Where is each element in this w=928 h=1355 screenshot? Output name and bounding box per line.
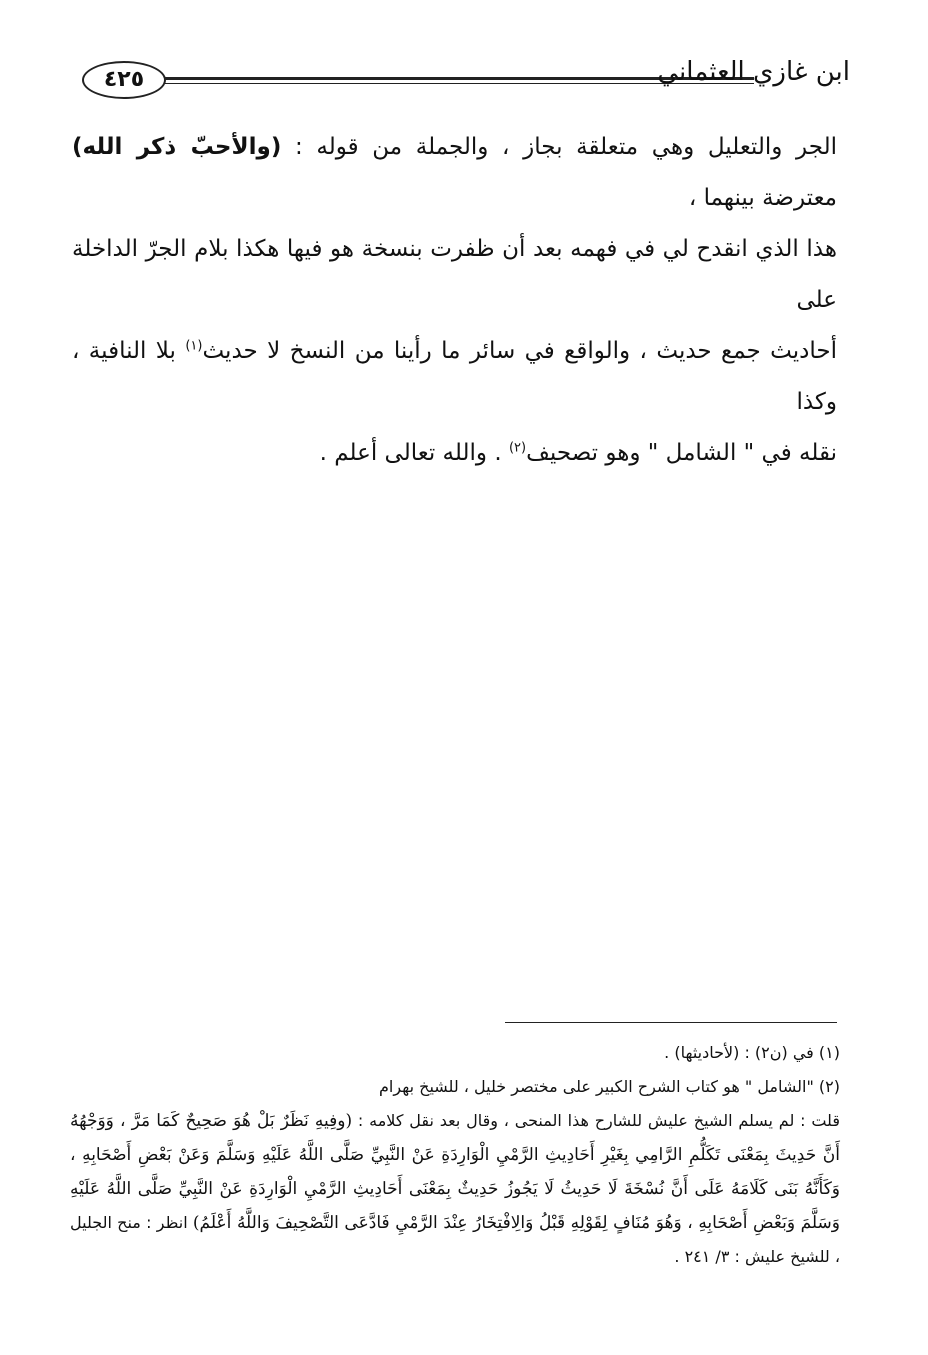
footnote-quote: (وفِيهِ نَظَرٌ بَلْ هُوَ صَحِيحٌ كَمَا مَرَّ ، وَوَجْهُهُ أَنَّ حَدِيثَ بِمَعْنَى تَكَلُّمِ الرَّامِي بِغَيْرِ أَحَادِيثِ الرَّمْيِ الْوَارِدَةِ عَنْ النَّبِيِّ صَلَّى اللَّهُ عَلَيْهِ وَسَلَّمَ وَعَنْ بَعْضِ أَصْحَابِهِ ، وَكَأَنَّهُ بَنَى كَلَامَهُ عَلَى أَنَّ نُسْخَةَ لَا حَدِيثُ لَا يَجُوزُ حَدِيثٌ بِمَعْنَى أَحَادِيثِ الرَّمْيِ الْوَارِدَةِ عَنْ النَّبِيِّ صَلَّى اللَّهُ عَلَيْهِ وَسَلَّمَ وَبَعْضِ أَصْحَابِهِ ، وَهُوَ مُنَافٍ لِقَوْلِهِ قَبْلُ وَالِافْتِخَارُ عِنْدَ الرَّمْيِ فَادَّعَى التَّصْحِيفَ وَاللَّهُ أَعْلَمُ) xyxy=(70,1111,841,1233)
text-line xyxy=(72,326,837,428)
footnote-intro: قلت : لم يسلم الشيخ عليش للشارح هذا المنحى ، وقال بعد نقل كلامه : xyxy=(352,1111,840,1130)
footnote-separator xyxy=(505,1022,837,1023)
text-span: نقله في " الشامل " وهو تصحيف xyxy=(526,440,837,466)
page-header xyxy=(80,55,850,105)
running-title: ابن غازي العثماني xyxy=(657,57,850,87)
footnote-2-heading: (٢) "الشامل " هو كتاب الشرح الكبير على مختصر خليل ، للشيخ بهرام xyxy=(379,1077,840,1096)
footnote-2-body xyxy=(70,1104,840,1274)
footnote-ref-1: (١) xyxy=(185,338,203,354)
text-line xyxy=(72,122,837,224)
text-span: معترضة بينهما ، xyxy=(688,185,837,211)
main-text xyxy=(72,122,837,479)
text-line xyxy=(72,428,837,479)
text-span: الجر والتعليل وهي متعلقة بجاز ، والجملة من قوله : xyxy=(281,134,837,160)
quoted-phrase: (والأحبّ ذكر الله) xyxy=(72,134,282,160)
page-number: ٤٢٥ xyxy=(82,61,166,99)
text-span: بلا النافية ، وكذا xyxy=(72,338,837,415)
footnotes xyxy=(70,1036,840,1274)
footnote-reference: انظر : منح الجليل ، للشيخ عليش : ٣/ ٢٤١ . xyxy=(70,1213,840,1266)
footnote-1: (١) في (ن٢) : (لأحاديثها) . xyxy=(664,1043,840,1062)
footnote-ref-2: (٢) xyxy=(508,440,527,456)
text-line: هذا الذي انقدح لي في فهمه بعد أن ظفرت بنسخة هو فيها هكذا بلام الجرّ الداخلة على xyxy=(72,236,837,313)
text-span: أحاديث جمع حديث ، والواقع في سائر ما رأينا من النسخ لا حديث xyxy=(202,338,837,364)
text-span: . والله تعالى أعلم . xyxy=(319,440,509,466)
